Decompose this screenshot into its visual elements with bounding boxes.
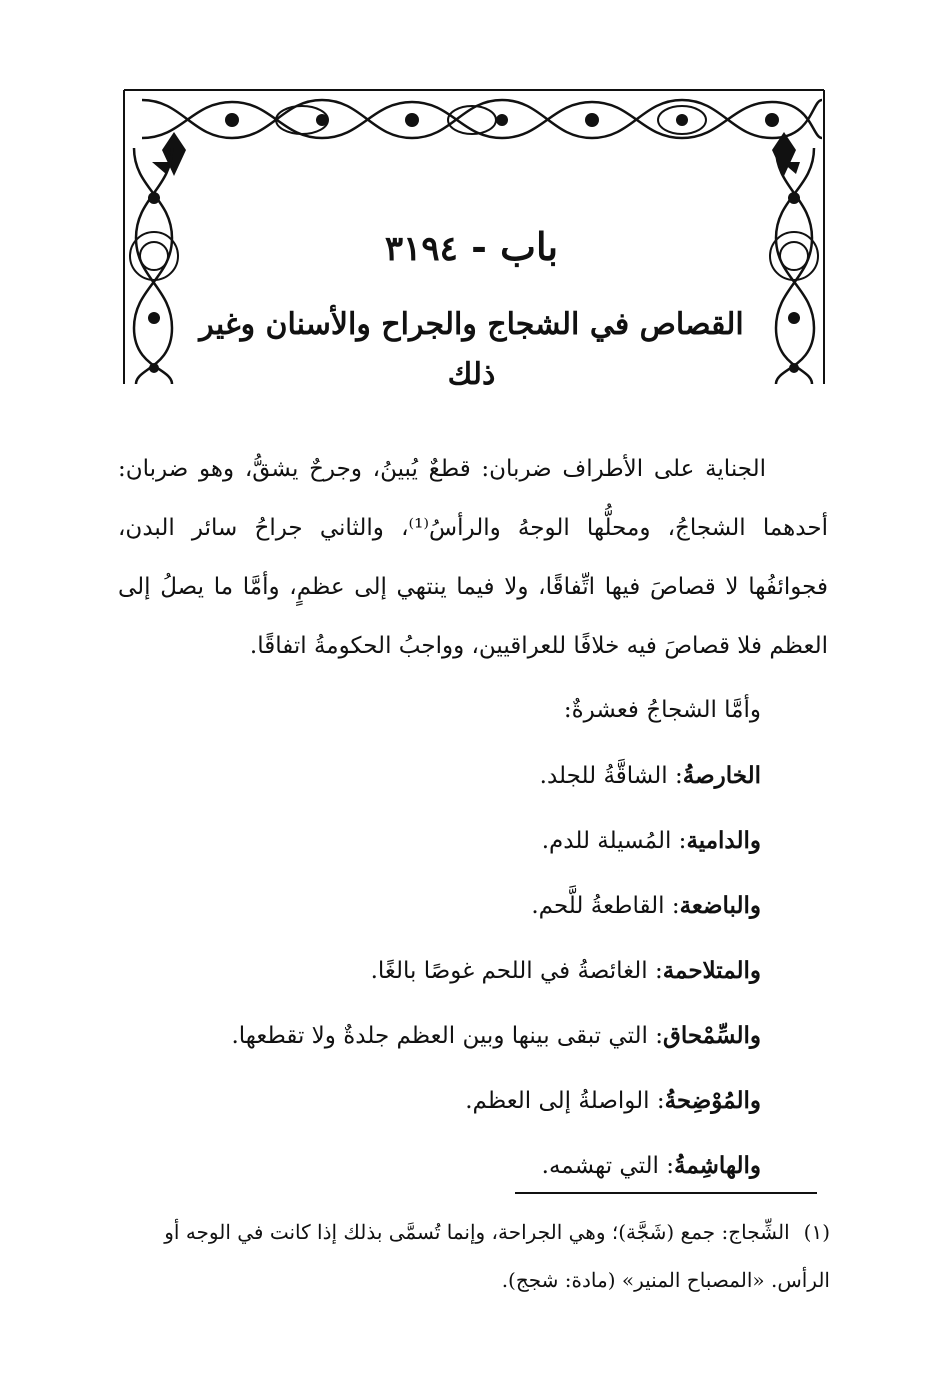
- list-definition: : القاطعةُ للَّحم.: [531, 893, 680, 919]
- footnote-marker: (١): [803, 1220, 830, 1244]
- footnote: [118, 1208, 830, 1304]
- list-definition: : الشاقَّةُ للجلد.: [539, 763, 683, 789]
- list-item: [231, 873, 761, 938]
- shijaj-list: [231, 678, 761, 1198]
- list-term: والباضعة: [679, 892, 761, 919]
- list-term: والدامية: [686, 827, 761, 854]
- list-item: [231, 1003, 761, 1068]
- list-term: الخارصةُ: [682, 762, 761, 789]
- list-term: والهاشِمةُ: [673, 1152, 761, 1179]
- chapter-title: القصاص في الشجاج والجراح والأسنان وغير ذلك: [199, 307, 744, 392]
- list-definition: : المُسيلة للدم.: [541, 828, 687, 854]
- list-term: والمتلاحمة: [662, 957, 761, 984]
- list-definition: : الغائصةُ في اللحم غوصًا بالغًا.: [370, 958, 663, 984]
- footnote-divider: [515, 1192, 817, 1194]
- list-item: [231, 808, 761, 873]
- list-item: [231, 1133, 761, 1198]
- chapter-heading: باب - ٣١٩٤: [384, 224, 559, 269]
- footnote-text: الشِّجاج: جمع (شَجَّة)؛ وهي الجراحة، وإنما تُسمَّى بذلك إذا كانت في الوجه أو الرأس. «المصباح المنير» (مادة: شجج).: [164, 1220, 830, 1292]
- list-term: والسِّمْحاق: [662, 1022, 761, 1049]
- paragraph-1: الجناية على الأطراف ضربان: قطعٌ يُبينُ، وجرحٌ يشقُّ، وهو ضربان: أحدهما الشجاجُ، ومحلُّها الوجهُ والرأسُ⁽¹⁾، والثاني جراحُ سائر البدن، فجوائفُها لا قصاصَ فيها اتِّفاقًا، ولا فيما ينتهي إلى عظمٍ، وأمَّا ما يصلُ إلى العظم فلا قصاصَ فيه خلافًا للعراقيين، وواجبُ الحكومةُ اتفاقًا.: [118, 456, 828, 659]
- list-item: [231, 938, 761, 1003]
- list-term: والمُوْضِحةُ: [664, 1087, 761, 1114]
- list-definition: : التي تهشمه.: [541, 1153, 674, 1179]
- main-paragraph: [118, 440, 828, 676]
- chapter-word: باب: [500, 224, 559, 269]
- list-item: [231, 743, 761, 808]
- list-definition: : الواصلةُ إلى العظم.: [465, 1088, 665, 1114]
- list-item: [231, 1068, 761, 1133]
- list-definition: : التي تبقى بينها وبين العظم جلدةٌ ولا تقطعها.: [231, 1023, 663, 1049]
- list-intro: وأمَّا الشجاجُ فعشرةٌ:: [563, 697, 761, 723]
- chapter-number: ٣١٩٤: [384, 229, 458, 269]
